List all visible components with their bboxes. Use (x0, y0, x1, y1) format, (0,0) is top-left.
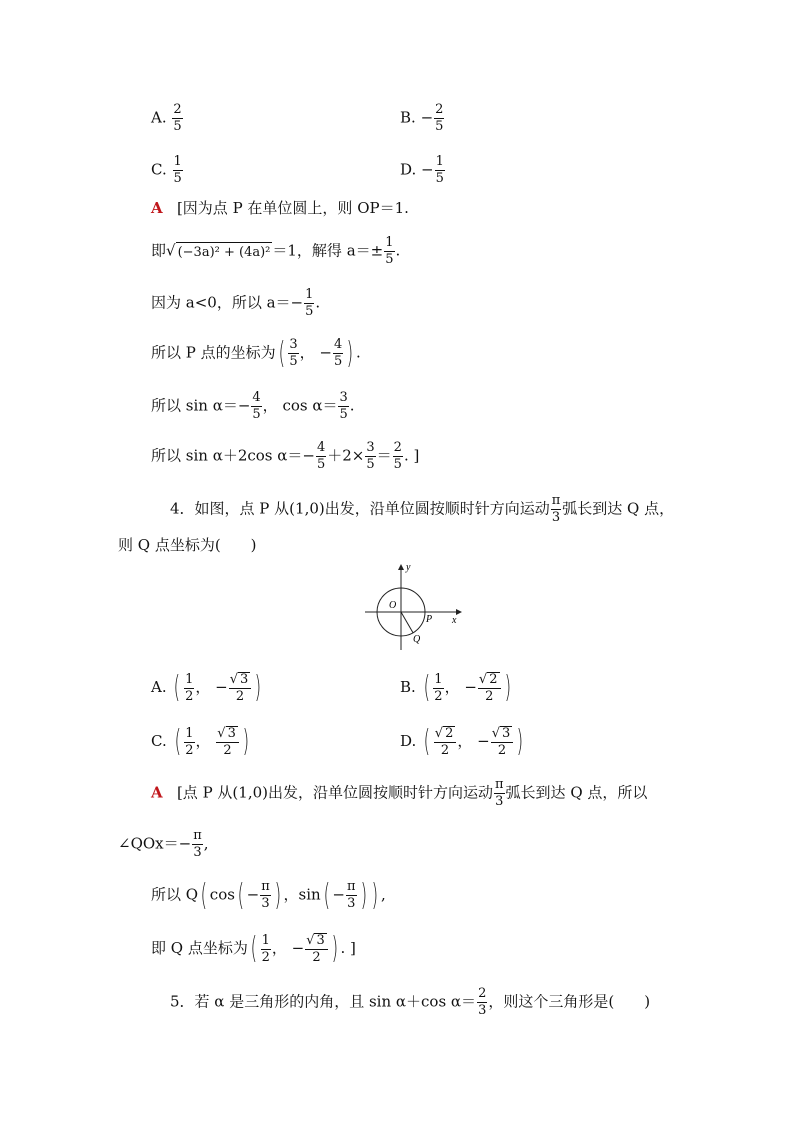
q4-stem-line-1: 4．如图，点 P 从(1,0)出发，沿单位圆按顺时针方向运动 $\frac{\pi}{3}$ 弧长到达 Q 点， (170, 493, 675, 525)
q4-option-a: A. ( $\frac{1}{2}$ ， − $\frac{√ 3}{2}$ ) (151, 670, 262, 705)
option-label: B. (400, 108, 416, 127)
q4-solution-line-2: ∠QOx＝− $\frac{\pi}{3}$ , (118, 828, 209, 860)
fraction: $\frac{1}{5}$ (385, 235, 394, 267)
q3-option-a (151, 103, 184, 134)
q3-solution-line-5: 所以 sin α＝− $\frac{4}{5}$ ， cos α＝ $\frac{3}{5}$ . (151, 390, 355, 422)
q3-option-c (151, 155, 184, 186)
q4-solution-line-3: 所以 Q( cos( − $\frac{\pi}{3}$ ) ，sin( − $\frac{\pi}{3}$ ) ) , (151, 877, 386, 913)
q3-solution-line-6: 所以 sin α＋2cos α＝− $\frac{4}{5}$ ＋2× $\frac{3}{5}$ ＝ $\frac{2}{5}$ . ] (151, 440, 420, 472)
q5-stem: 5．若 α 是三角形的内角，且 sin α＋cos α＝ $\frac{2}{3}$ ，则这个三角形是( ) (170, 986, 651, 1018)
label-o: O (389, 600, 397, 611)
q3-solution-line-3: 因为 a<0，所以 a＝− $\frac{1}{5}$ . (151, 287, 321, 319)
q4-stem-line-2: 则 Q 点坐标为( ) (118, 536, 257, 554)
answer-letter: A (151, 199, 163, 217)
q3-option-b: B. − $\frac{2}{5}$ (400, 102, 444, 134)
y-axis-arrow (398, 564, 404, 570)
q4-solution-line-1: A [点 P 从(1,0)出发，沿单位圆按顺时针方向运动 $\frac{\pi}{3}$ 弧长到达 Q 点，所以 (151, 777, 648, 809)
unit-circle-figure (360, 560, 470, 652)
q3-solution-line-4: 所以 P 点的坐标为( $\frac{3}{5}$ ， − $\frac{4}{5}$ ) . (151, 335, 361, 371)
q4-option-d: D. ( $\frac{√ 2}{2}$ ， − $\frac{√ 3}{2}$ ) (400, 724, 524, 759)
fraction: $\frac{\pi}{3}$ (551, 493, 561, 525)
fraction: $\frac{1}{5}$ (173, 154, 182, 186)
q3-option-d: D. − $\frac{1}{5}$ (400, 154, 444, 186)
option-label: A. (151, 108, 167, 127)
fraction: $\frac{2}{5}$ (435, 102, 444, 134)
radicand: (−3a)² + (4a)² (176, 242, 273, 263)
label-q: Q (413, 634, 421, 645)
fraction: $\frac{1}{5}$ (435, 154, 444, 186)
q4-option-b: B. ( $\frac{1}{2}$ ， − $\frac{√ 2}{2}$ ) (400, 670, 511, 705)
q4-solution-line-4: 即 Q 点坐标为( $\frac{1}{2}$ ， − $\frac{√ 3}{2}$ ) . ] (151, 931, 356, 966)
label-y: y (406, 562, 411, 573)
answer-letter: A (151, 783, 163, 802)
option-label: D. (400, 160, 417, 179)
fraction: $\frac{1}{5}$ (305, 287, 314, 319)
label-x: x (452, 615, 457, 626)
q3-solution-line-2: 即√ (−3a)² + (4a)² ＝1，解得 a＝± $\frac{1}{5}$ . (151, 235, 401, 267)
radius-oq (401, 612, 413, 633)
q4-option-c: C. ( $\frac{1}{2}$ ， $\frac{√ 3}{2}$ ) (151, 724, 249, 759)
option-label: C. (151, 160, 167, 179)
label-p: P (426, 614, 433, 625)
fraction: $\frac{2}{5}$ (173, 102, 182, 134)
q3-solution-line-1: A [因为点 P 在单位圆上，则 OP＝1. (151, 199, 409, 217)
x-axis-arrow (456, 609, 462, 615)
